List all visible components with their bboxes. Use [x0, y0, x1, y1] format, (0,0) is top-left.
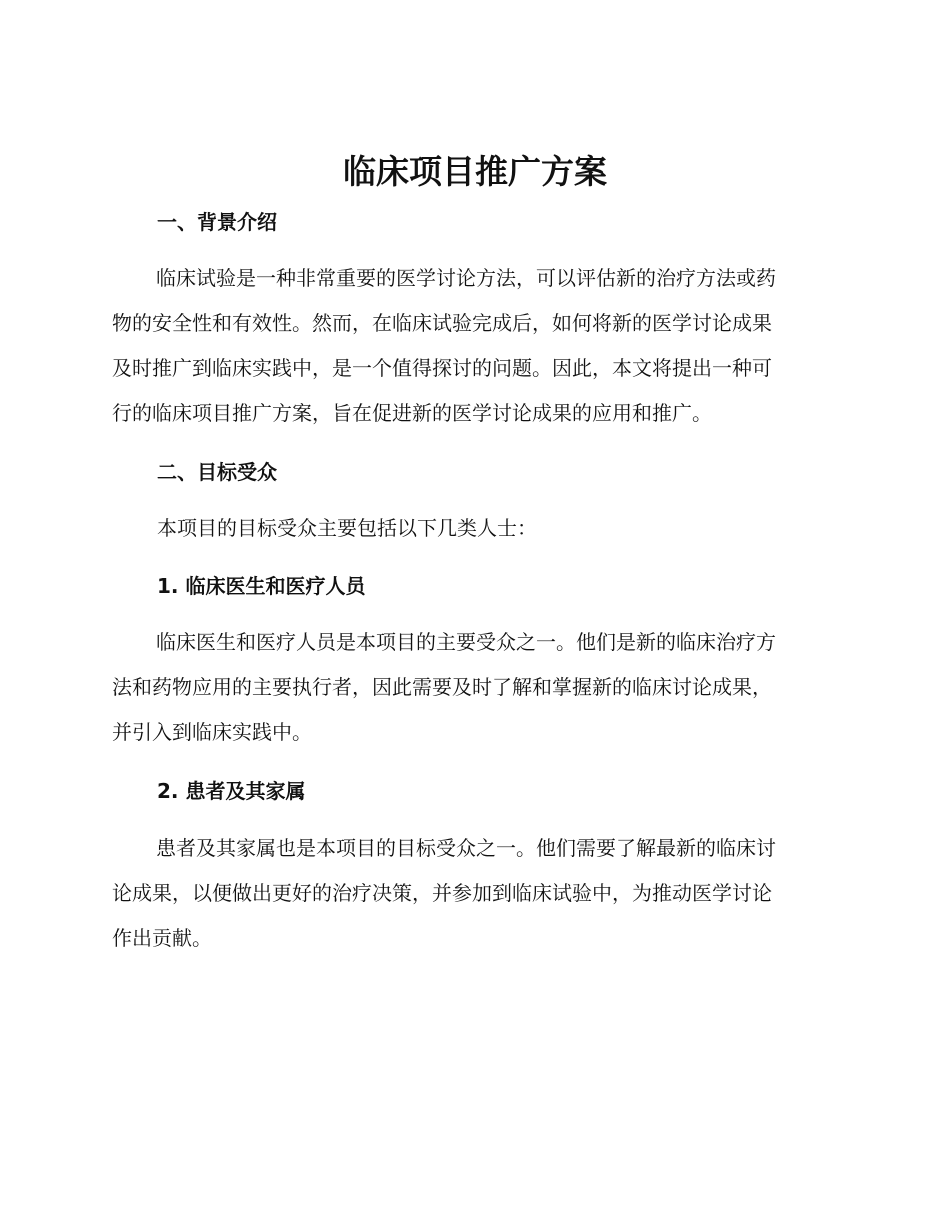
paragraph-line: 作出贡献。 — [112, 926, 212, 950]
paragraph-clinicians — [112, 620, 832, 755]
paragraph-line: 患者及其家属也是本项目的目标受众之一。他们需要了解最新的临床讨 — [156, 836, 776, 860]
paragraph-line: 临床医生和医疗人员是本项目的主要受众之一。他们是新的临床治疗方 — [156, 630, 776, 654]
paragraph-patients — [112, 826, 832, 961]
paragraph-background — [112, 256, 832, 436]
subheading-clinicians: 1. 临床医生和医疗人员 — [157, 574, 366, 598]
audience-intro: 本项目的目标受众主要包括以下几类人士： — [157, 516, 537, 540]
paragraph-line: 物的安全性和有效性。然而，在临床试验完成后，如何将新的医学讨论成果 — [112, 311, 772, 335]
paragraph-line: 临床试验是一种非常重要的医学讨论方法，可以评估新的治疗方法或药 — [156, 266, 776, 290]
document-title: 临床项目推广方案 — [343, 152, 607, 191]
section-heading-background: 一、背景介绍 — [157, 210, 277, 234]
paragraph-line: 及时推广到临床实践中，是一个值得探讨的问题。因此，本文将提出一种可 — [112, 356, 772, 380]
section-heading-audience: 二、目标受众 — [157, 460, 277, 484]
subheading-patients: 2. 患者及其家属 — [157, 779, 306, 803]
paragraph-line: 论成果，以便做出更好的治疗决策，并参加到临床试验中，为推动医学讨论 — [112, 881, 772, 905]
paragraph-line: 行的临床项目推广方案，旨在促进新的医学讨论成果的应用和推广。 — [112, 401, 712, 425]
paragraph-line: 并引入到临床实践中。 — [112, 720, 312, 744]
paragraph-line: 法和药物应用的主要执行者，因此需要及时了解和掌握新的临床讨论成果， — [112, 675, 772, 699]
